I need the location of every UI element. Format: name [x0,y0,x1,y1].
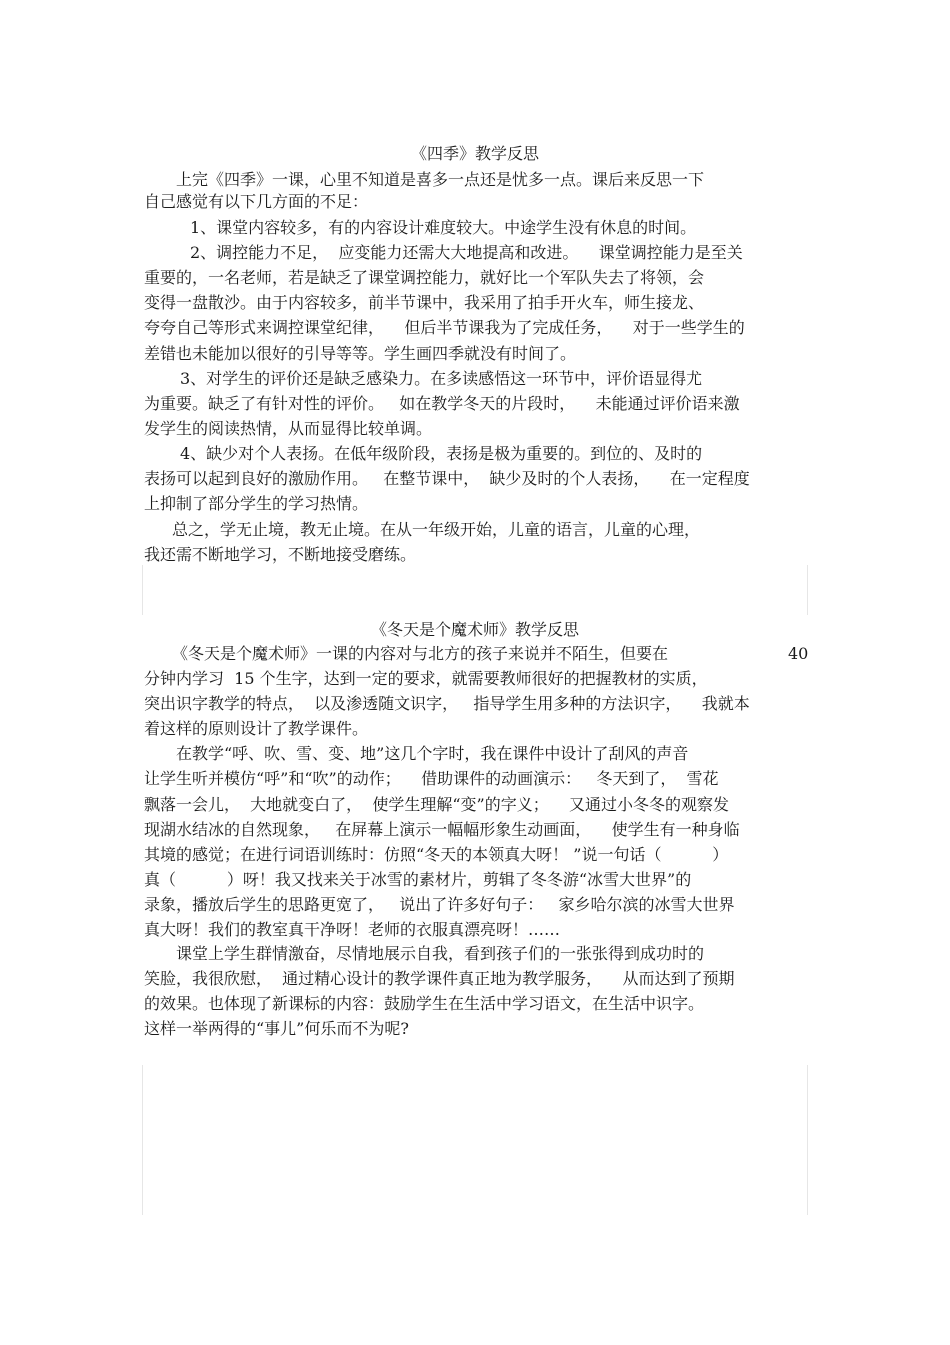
section1-line-13: 表扬可以起到良好的激励作用。 在整节课中， 缺少及时的个人表扬， 在一定程度 [144,469,750,488]
section1-title: 《四季》教学反思 [410,144,539,163]
section2-line-12: 真大呀！我们的教室真干净呀！老师的衣服真漂亮呀！…… [144,920,561,939]
section2-line-5: 在教学“呼、吹、雪、变、地”这几个字时，我在课件中设计了刮风的声音 [176,744,689,763]
section2-title: 《冬天是个魔术师》教学反思 [370,620,579,639]
section1-line-16: 我还需不断地学习，不断地接受磨练。 [144,545,417,564]
section1-line-3: 1、课堂内容较多，有的内容设计难度较大。中途学生没有休息的时间。 [190,218,697,237]
section1-line-8: 差错也未能加以很好的引导等等。学生画四季就没有时间了。 [144,344,577,363]
page-rule-left-1 [142,565,143,615]
page-rule-right-1 [807,565,808,615]
section2-line-6: 让学生听并模仿“呼”和“吹”的动作； 借助课件的动画演示： 冬天到了， 雪花 [144,769,719,788]
section2-line-9: 其境的感觉；在进行词语训练时：仿照“冬天的本领真大呀！ ”说一句话（ ） [144,845,729,864]
section1-line-2: 自己感觉有以下几方面的不足： [144,192,369,211]
section1-line-12: 4、缺少对个人表扬。在低年级阶段，表扬是极为重要的。到位的、及时的 [180,444,703,463]
section1-line-10: 为重要。缺乏了有针对性的评价。 如在教学冬天的片段时， 未能通过评价语来激 [144,394,740,413]
section2-line-2: 分钟内学习 15 个生字，达到一定的要求，就需要教师很好的把握教材的实质， [144,669,708,688]
section1-line-9: 3、对学生的评价还是缺乏感染力。在多读感悟这一环节中，评价语显得尤 [180,369,703,388]
section2-line-11: 录象，播放后学生的思路更宽了， 说出了许多好句子： 家乡哈尔滨的冰雪大世界 [144,895,735,914]
section2-line-15: 的效果。也体现了新课标的内容：鼓励学生在生活中学习语文，在生活中识字。 [144,994,705,1013]
page-rule-left-2 [142,1065,143,1215]
section2-line-3: 突出识字教学的特点， 以及渗透随文识字， 指导学生用多种的方法识字， 我就本 [144,694,750,713]
section2-line-4: 着这样的原则设计了教学课件。 [144,719,369,738]
section1-line-1: 上完《四季》一课，心里不知道是喜多一点还是忧多一点。课后来反思一下 [176,170,705,189]
section2-line-16: 这样一举两得的“事儿”何乐而不为呢? [144,1019,409,1038]
section1-line-15: 总之，学无止境，教无止境。在从一年级开始，儿童的语言，儿童的心理， [172,520,701,539]
section2-line-1-number: 40 [788,644,809,663]
section2-line-8: 现湖水结冰的自然现象， 在屏幕上演示一幅幅形象生动画面， 使学生有一种身临 [144,820,740,839]
section2-line-1: 《冬天是个魔术师》一课的内容对与北方的孩子来说并不陌生，但要在 [172,644,669,663]
section1-line-11: 发学生的阅读热情，从而显得比较单调。 [144,419,433,438]
section2-line-7: 飘落一会儿， 大地就变白了， 使学生理解“变”的字义； 又通过小冬冬的观察发 [144,795,730,814]
section1-line-6: 变得一盘散沙。由于内容较多，前半节课中，我采用了拍手开火车，师生接龙、 [144,293,705,312]
section2-line-14: 笑脸，我很欣慰， 通过精心设计的教学课件真正地为教学服务， 从而达到了预期 [144,969,735,988]
section1-line-5: 重要的，一名老师，若是缺乏了课堂调控能力，就好比一个军队失去了将领，会 [144,268,705,287]
section2-line-13: 课堂上学生群情激奋，尽情地展示自我，看到孩子们的一张张得到成功时的 [176,944,705,963]
section2-line-10: 真（ ）呀！我又找来关于冰雪的素材片，剪辑了冬冬游“冰雪大世界”的 [144,870,692,889]
section1-line-14: 上抑制了部分学生的学习热情。 [144,494,369,513]
section1-line-4: 2、调控能力不足， 应变能力还需大大地提高和改进。 课堂调控能力是至关 [190,243,743,262]
page-rule-right-2 [807,1065,808,1215]
section1-line-7: 夸夸自己等形式来调控课堂纪律， 但后半节课我为了完成任务， 对于一些学生的 [144,318,745,337]
